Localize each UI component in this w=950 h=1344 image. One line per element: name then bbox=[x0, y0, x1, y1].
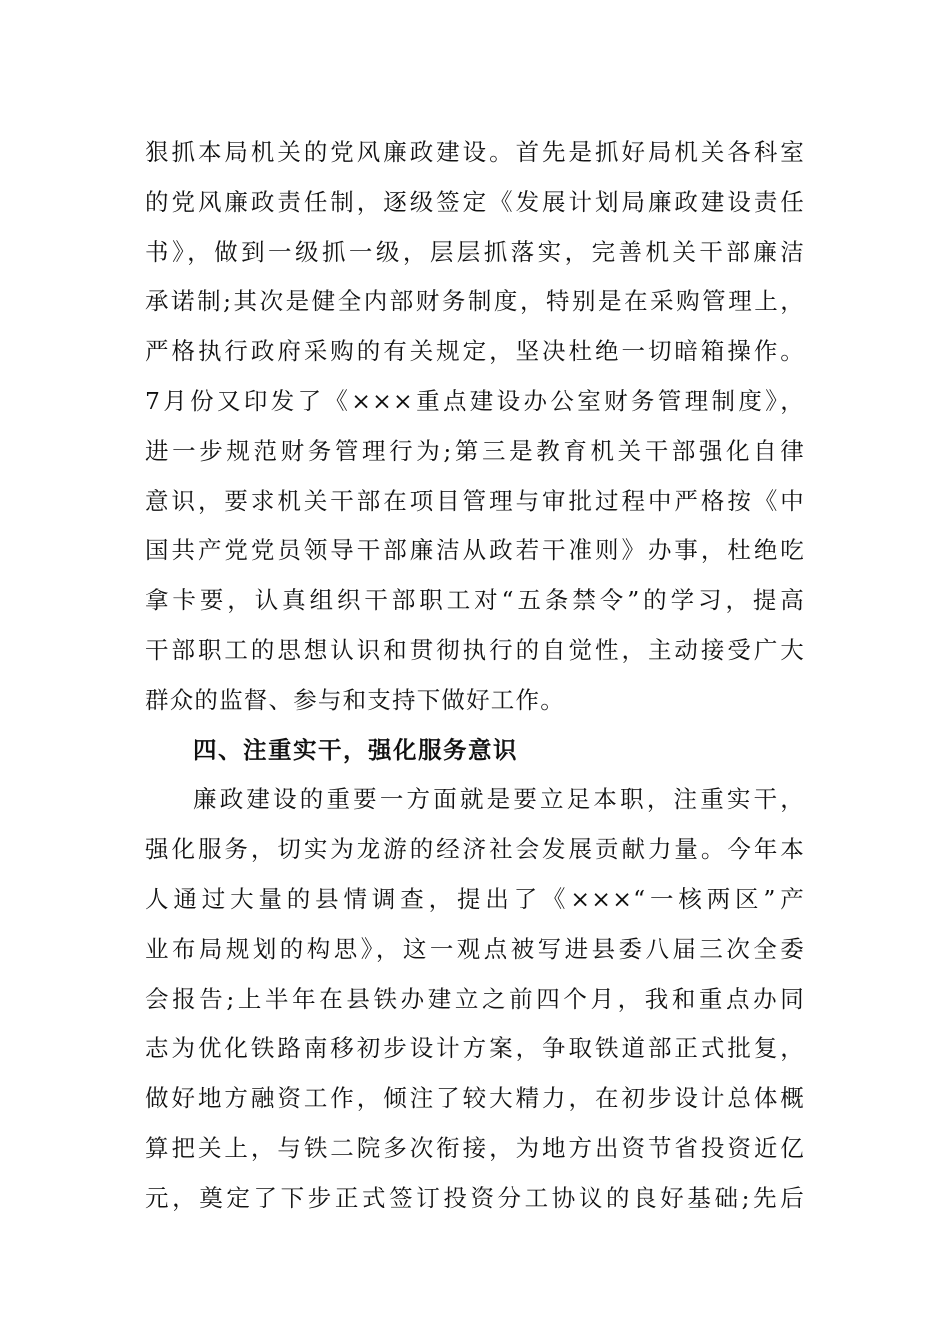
text-line: 元，奠定了下步正式签订投资分工协议的良好基础;先后 bbox=[145, 1183, 805, 1212]
text-line: 业布局规划的构思》，这一观点被写进县委八届三次全委 bbox=[145, 934, 805, 963]
text-line: 国共产党党员领导干部廉洁从政若干准则》办事，杜绝吃 bbox=[145, 536, 805, 565]
text-line: 强化服务，切实为龙游的经济社会发展贡献力量。今年本 bbox=[145, 835, 805, 864]
text-line: 严格执行政府采购的有关规定，坚决杜绝一切暗箱操作。 bbox=[145, 337, 805, 366]
section-heading bbox=[145, 726, 805, 776]
paragraph-2 bbox=[145, 775, 805, 1223]
text-line: 狠抓本局机关的党风廉政建设。首先是抓好局机关各科室 bbox=[145, 138, 805, 166]
text-line: 人通过大量的县情调查，提出了《×××“一核两区”产 bbox=[145, 884, 805, 913]
text-line: 干部职工的思想认识和贯彻执行的自觉性，主动接受广大 bbox=[145, 635, 805, 664]
text-line: 意识，要求机关干部在项目管理与审批过程中严格按《中 bbox=[145, 486, 805, 515]
text-line: 群众的监督、参与和支持下做好工作。 bbox=[145, 685, 565, 714]
text-line: 进一步规范财务管理行为;第三是教育机关干部强化自律 bbox=[145, 436, 805, 465]
text-line: 拿卡要，认真组织干部职工对“五条禁令”的学习，提高 bbox=[145, 586, 805, 615]
text-line: 志为优化铁路南移初步设计方案，争取铁道部正式批复， bbox=[145, 1034, 805, 1063]
text-line: 的党风廉政责任制，逐级签定《发展计划局廉政建设责任 bbox=[145, 187, 805, 216]
text-line: 7月份又印发了《×××重点建设办公室财务管理制度》， bbox=[145, 386, 805, 415]
heading-text: 四、注重实干，强化服务意识 bbox=[193, 735, 518, 764]
text-line: 书》，做到一级抓一级，层层抓落实，完善机关干部廉洁 bbox=[145, 237, 805, 266]
text-line: 做好地方融资工作，倾注了较大精力，在初步设计总体概 bbox=[145, 1084, 805, 1113]
text-line: 承诺制;其次是健全内部财务制度，特别是在采购管理上， bbox=[145, 287, 805, 316]
text-line: 算把关上，与铁二院多次衔接，为地方出资节省投资近亿 bbox=[145, 1133, 805, 1162]
text-line: 廉政建设的重要一方面就是要立足本职，注重实干， bbox=[193, 785, 805, 814]
paragraph-1 bbox=[145, 128, 805, 726]
document-body bbox=[145, 128, 805, 1224]
text-line: 会报告;上半年在县铁办建立之前四个月，我和重点办同 bbox=[145, 984, 805, 1013]
